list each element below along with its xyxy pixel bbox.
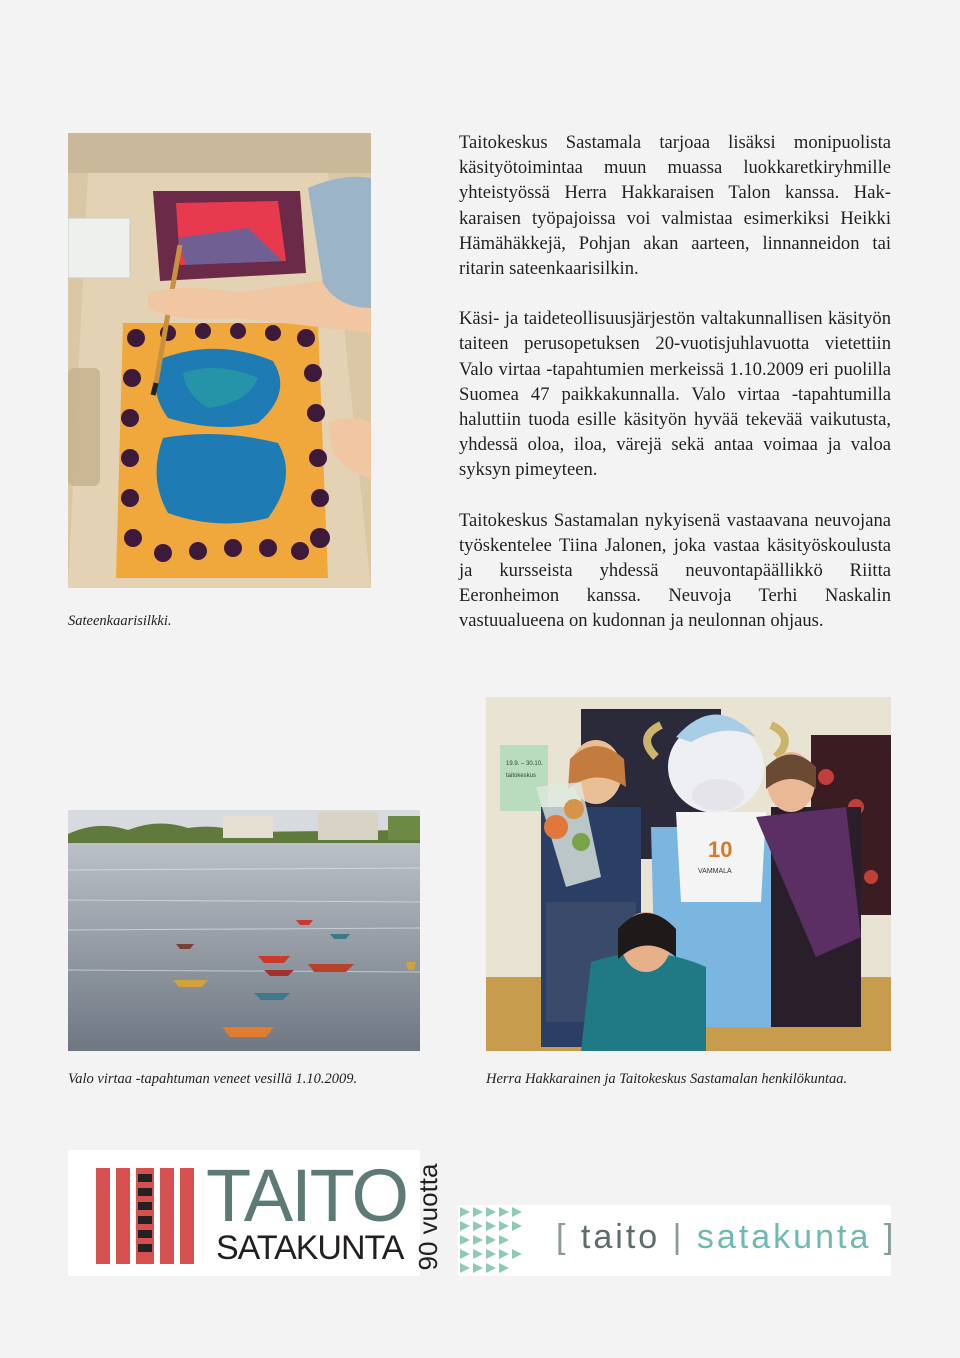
- bracket-divider: |: [672, 1218, 685, 1256]
- people-photo-caption: Herra Hakkarainen ja Taitokeskus Sastamalan henkilökuntaa.: [486, 1071, 848, 1087]
- paragraph-intro: Taitokeskus Sastamala tarjoaa lisäksi monipuolista käsityötoimintaa muun muassa luokkaretkiryhmille yhteistyössä Herra Hakkaraisen Talon kanssa. Hakkaraisen työpajoissa voi valmistaa esimerkiksi Heikki Hämähäkkejä, Pohjan akan aarteen, linnanneidon tai ritarin sateenkaarisilkin.: [459, 132, 891, 280]
- bracket-word-satakunta: satakunta: [696, 1218, 872, 1256]
- silk-painting-photo: [68, 133, 371, 588]
- logo-90-vuotta: 90 vuotta: [413, 1163, 443, 1271]
- taito-satakunta-90-logo: [68, 1150, 443, 1276]
- boats-on-lake-photo: [68, 810, 420, 1051]
- taito-satakunta-bracket-logo: [458, 1205, 897, 1276]
- apron-number: 10: [708, 837, 733, 862]
- bracket-word-taito: taito: [580, 1218, 661, 1256]
- paragraph-anniversary: Käsi- ja taideteollisuusjärjestön valtakunnallisen käsityön taiteen perusopetuksen 20-vuotisjuhlavuotta vietettiin Valo virtaa -tapahtumien merkeissä 1.10.2009 eri puolilla Suomea 47 paikkakunnalla. Valo virtaa -tapahtumilla haluttiin tuoda esille käsityön hyvää tekevää vaikutusta, yhdessä oloa, iloa, värejä sekä antaa voimaa ja valoa syksyn pimeyteen.: [459, 308, 891, 481]
- text-column: [459, 130, 891, 634]
- taito-red-stripes-icon: [96, 1168, 194, 1264]
- bracket-left: [: [556, 1218, 569, 1256]
- silk-photo-caption: Sateenkaarisilkki.: [68, 613, 172, 629]
- logo-satakunta-word: SATAKUNTA: [216, 1229, 404, 1267]
- logo-taito-word: TAITO: [206, 1154, 408, 1237]
- triangle-pattern-icon: [460, 1207, 528, 1274]
- boats-photo-caption: Valo virtaa -tapahtuman veneet vesillä 1.10.2009.: [68, 1071, 358, 1087]
- apron-text: VAMMALA: [698, 868, 732, 875]
- bracket-logo-text: [556, 1217, 896, 1257]
- sign-line-2: taitokeskus: [506, 773, 537, 779]
- paragraph-staff: Taitokeskus Sastamalan nykyisenä vastaavana neuvojana työskentelee Tiina Jalonen, joka vastaa käsityöskoulusta ja kursseista yhdessä neuvontapäällikkö Riitta Eeronheimon kanssa. Neuvoja Terhi Naskalin vastuualueena on kudonnan ja neulonnan ohjaus.: [459, 509, 891, 632]
- sign-line-1: 19.9. – 30.10.: [506, 761, 543, 767]
- staff-with-mascot-photo: [486, 697, 891, 1051]
- bracket-right: ]: [883, 1218, 897, 1256]
